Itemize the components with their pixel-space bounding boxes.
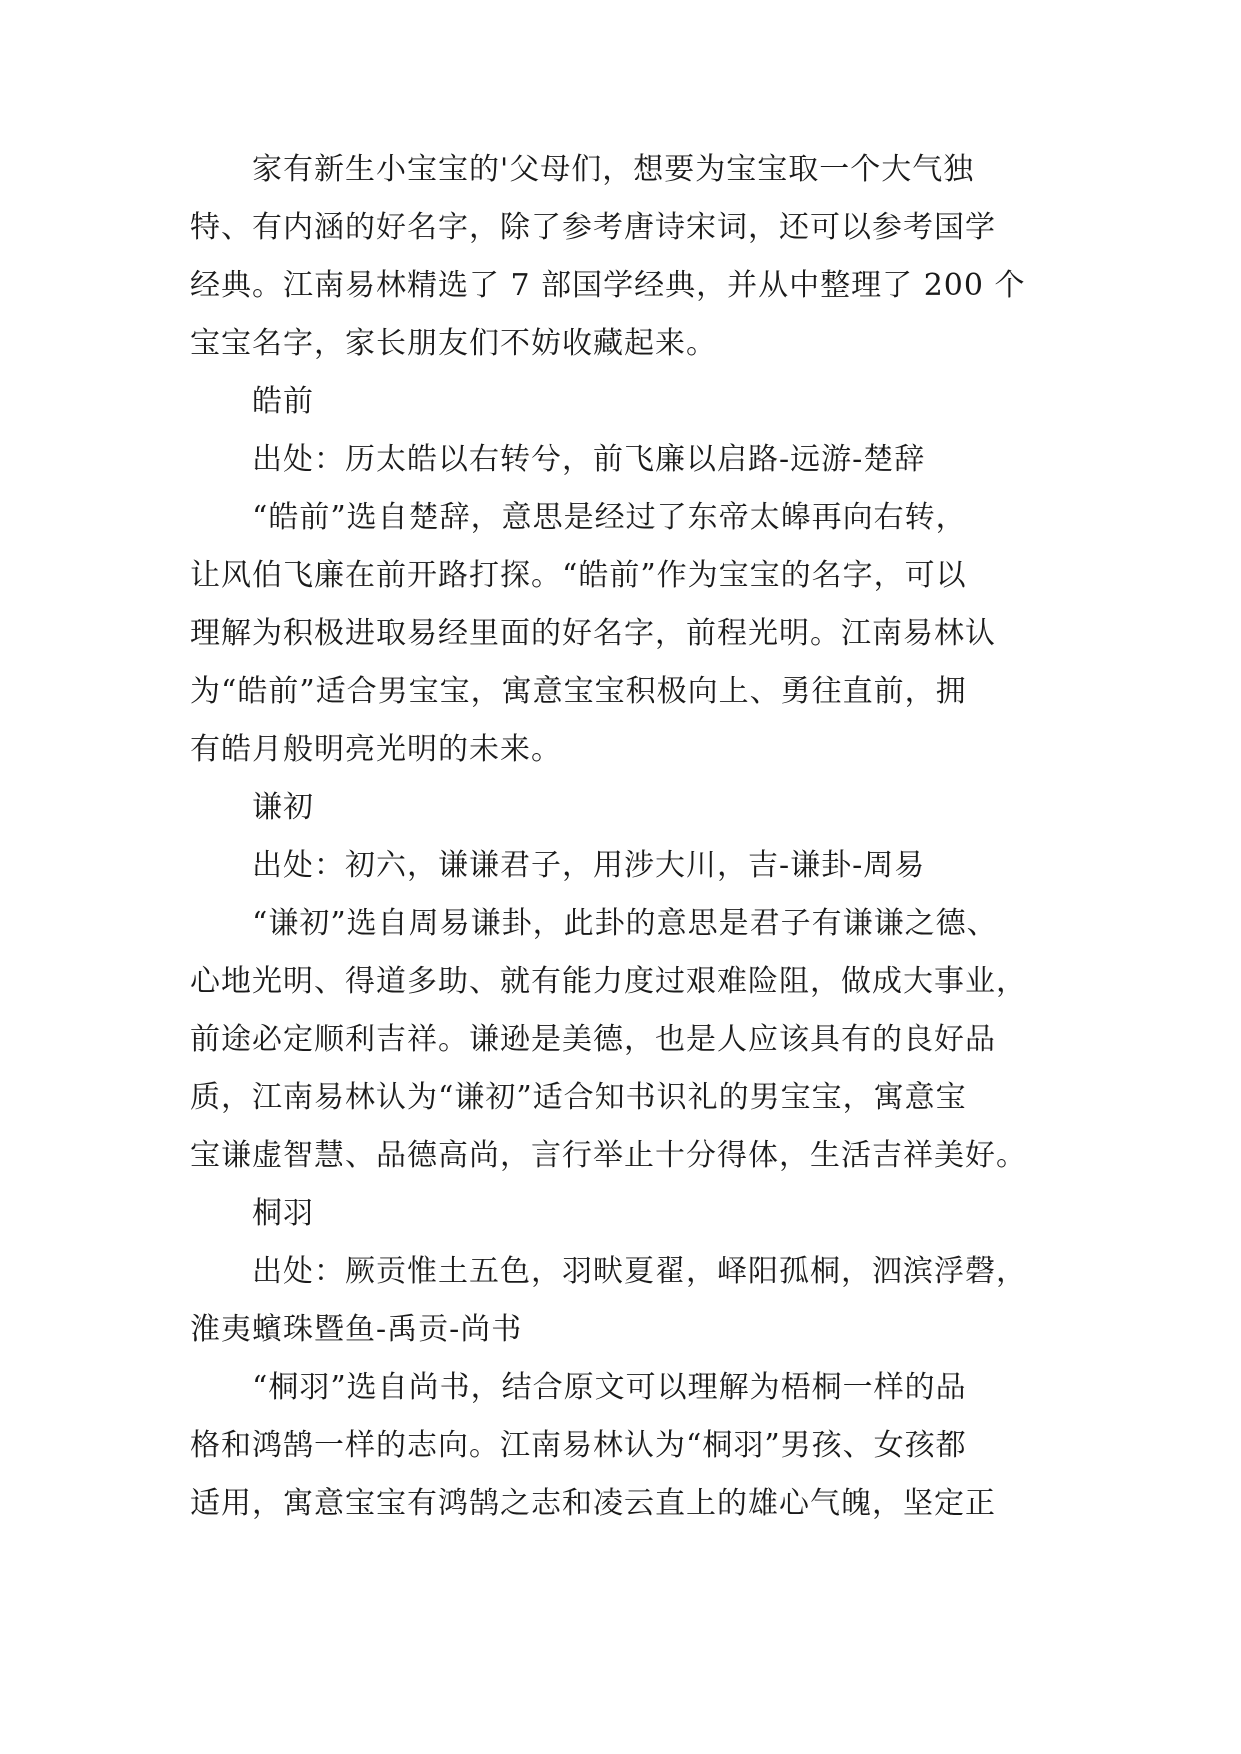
section-heading: 谦初 (252, 790, 314, 825)
text-line: 有皓月般明亮光明的未来。 (190, 732, 562, 767)
text-line: 心地光明、得道多助、就有能力度过艰难险阻，做成大事业， (190, 964, 1027, 999)
text-line: “谦初”选自周易谦卦，此卦的意思是君子有谦谦之德、 (252, 906, 998, 941)
section-heading: 皓前 (252, 384, 314, 419)
text-line: 适用，寓意宝宝有鸿鹄之志和凌云直上的雄心气魄，坚定正 (190, 1486, 996, 1521)
text-line: 前途必定顺利吉祥。谦逊是美德，也是人应该具有的良好品 (190, 1022, 996, 1057)
source-line: 淮夷蠙珠暨鱼-禹贡-尚书 (190, 1312, 523, 1347)
text-line: 宝宝名字，家长朋友们不妨收藏起来。 (190, 326, 717, 361)
text-line: 理解为积极进取易经里面的好名字，前程光明。江南易林认 (190, 616, 996, 651)
text-line: 家有新生小宝宝的'父母们，想要为宝宝取一个大气独 (252, 152, 975, 187)
text-line: 为“皓前”适合男宝宝，寓意宝宝积极向上、勇往直前，拥 (190, 674, 967, 709)
text-line: 质，江南易林认为“谦初”适合知书识礼的男宝宝，寓意宝 (190, 1080, 967, 1115)
section-heading: 桐羽 (252, 1196, 314, 1231)
text-line: 格和鸿鹄一样的志向。江南易林认为“桐羽”男孩、女孩都 (190, 1428, 967, 1463)
text-line: 特、有内涵的好名字，除了参考唐诗宋词，还可以参考国学 (190, 210, 996, 245)
source-line: 出处：初六，谦谦君子，用涉大川，吉-谦卦-周易 (252, 848, 926, 883)
text-line: 宝谦虚智慧、品德高尚，言行举止十分得体，生活吉祥美好。 (190, 1138, 1027, 1173)
source-line: 出处：历太皓以右转兮，前飞廉以启路-远游-楚辞 (252, 442, 926, 477)
text-line: 让风伯飞廉在前开路打探。“皓前”作为宝宝的名字，可以 (190, 558, 967, 593)
text-line: 经典。江南易林精选了 7 部国学经典，并从中整理了 200 个 (190, 268, 1026, 303)
text-line: “桐羽”选自尚书，结合原文可以理解为梧桐一样的品 (252, 1370, 967, 1405)
source-line: 出处：厥贡惟土五色，羽畎夏翟，峄阳孤桐，泗滨浮磬， (252, 1254, 1027, 1289)
text-line: “皓前”选自楚辞，意思是经过了东帝太皞再向右转， (252, 500, 967, 535)
